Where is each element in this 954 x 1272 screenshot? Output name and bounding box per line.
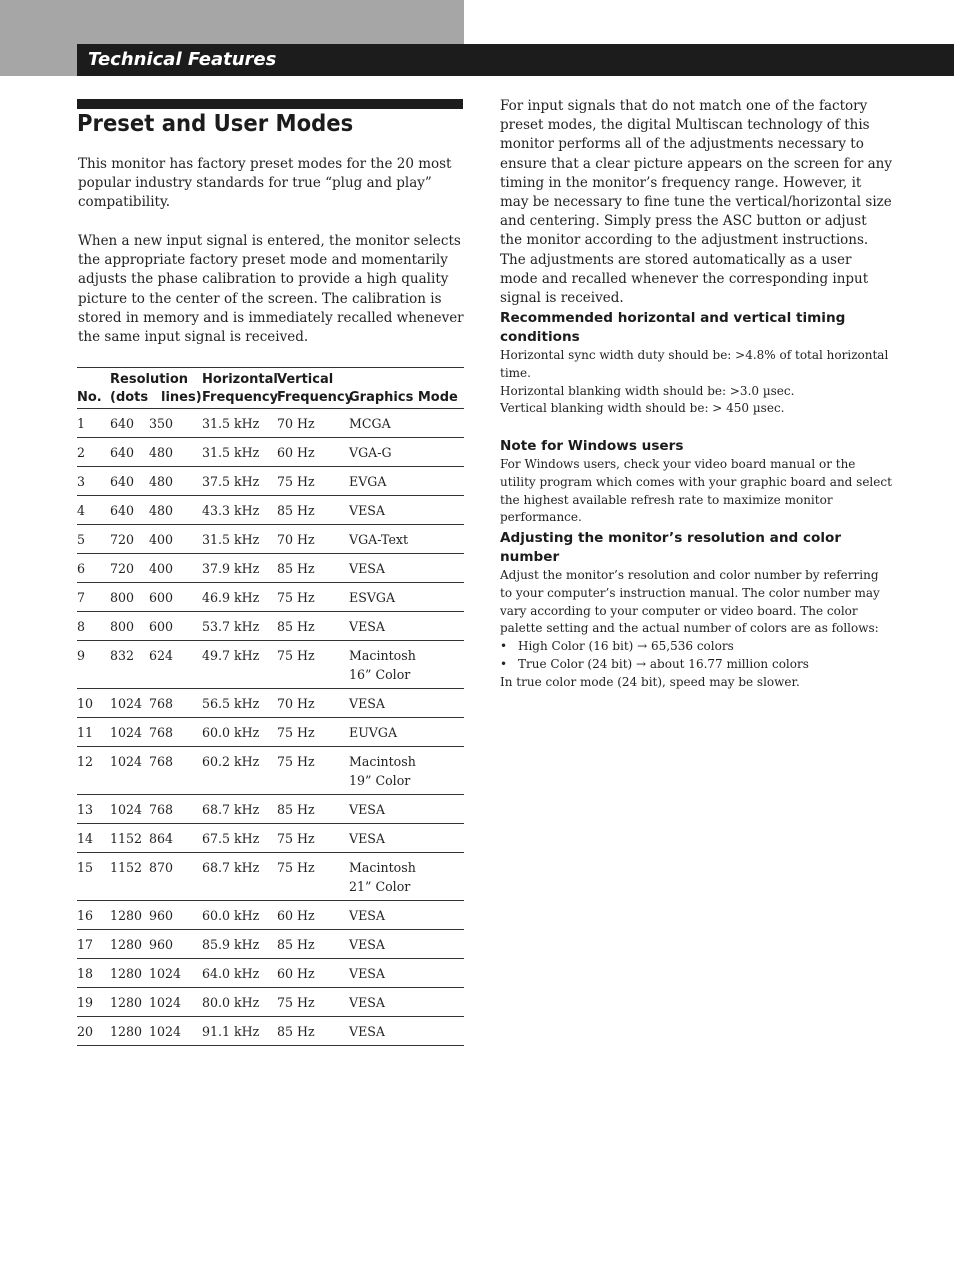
cell-lines: 1024 (149, 1024, 182, 1039)
color-section (500, 567, 892, 692)
cell-hfreq: 46.9 kHz (202, 590, 260, 605)
cell-no: 1 (77, 416, 86, 431)
cell-vfreq: 60 Hz (277, 445, 315, 460)
windows-note (500, 456, 892, 527)
cell-hfreq: 31.5 kHz (202, 416, 260, 431)
cell-vfreq: 75 Hz (277, 754, 315, 769)
cell-dots: 832 (110, 648, 135, 663)
cell-mode: ESVGA (349, 590, 396, 605)
cell-hfreq: 64.0 kHz (202, 966, 260, 981)
timing-line-3: Vertical blanking width should be: > 450 µsec. (500, 401, 785, 416)
cell-no: 18 (77, 966, 94, 981)
cell-lines: 768 (149, 754, 174, 769)
cell-no: 5 (77, 532, 86, 547)
table-row (77, 438, 464, 467)
table-row (77, 795, 464, 824)
cell-hfreq: 53.7 kHz (202, 619, 260, 634)
cell-hfreq: 68.7 kHz (202, 802, 260, 817)
cell-no: 13 (77, 802, 94, 817)
cell-no: 6 (77, 561, 86, 576)
table-row (77, 467, 464, 496)
header-resolution-lines: lines) (161, 390, 202, 405)
cell-vfreq: 75 Hz (277, 860, 315, 875)
cell-hfreq: 31.5 kHz (202, 445, 260, 460)
cell-mode: VGA-Text (349, 532, 409, 547)
cell-vfreq: 75 Hz (277, 474, 315, 489)
cell-vfreq: 75 Hz (277, 831, 315, 846)
header-no: No. (77, 390, 102, 405)
cell-dots: 1280 (110, 908, 143, 923)
bullet-true-color: • True Color (24 bit) → about 16.77 million colors (500, 656, 892, 674)
cell-no: 19 (77, 995, 94, 1010)
cell-mode: Macintosh 16” Color (349, 648, 416, 682)
cell-mode: VGA-G (349, 445, 392, 460)
cell-lines: 870 (149, 860, 174, 875)
color-heading: Adjusting the monitor’s resolution and color number (500, 530, 842, 565)
cell-lines: 960 (149, 937, 174, 952)
cell-lines: 1024 (149, 995, 182, 1010)
table-row (77, 525, 464, 554)
cell-mode: VESA (349, 937, 386, 952)
header-vertical: Vertical (277, 372, 334, 387)
cell-mode: VESA (349, 561, 386, 576)
cell-hfreq: 68.7 kHz (202, 860, 260, 875)
user-mode-paragraph: For input signals that do not match one of the factory preset modes, the digital Multiscan technology of this monitor performs all of the adjustments necessary to ensure that a clear picture appears on the screen for any timing in the monitor’s frequency range. However, it may be necessary to fine tune the vertical/horizontal size and centering. Simply press the ASC button or adjust the monitor according to the adjustment instructions. The adjustments are stored automatically as a user mode and recalled whenever the corresponding input signal is received. (500, 98, 893, 307)
cell-mode: Macintosh 21” Color (349, 860, 416, 894)
cell-vfreq: 85 Hz (277, 802, 315, 817)
cell-mode: VESA (349, 966, 386, 981)
cell-mode: VESA (349, 802, 386, 817)
cell-hfreq: 80.0 kHz (202, 995, 260, 1010)
cell-mode: EUVGA (349, 725, 398, 740)
cell-no: 2 (77, 445, 86, 460)
cell-dots: 1024 (110, 725, 143, 740)
table-row (77, 959, 464, 988)
input-signal-paragraph: When a new input signal is entered, the monitor selects the appropriate factory preset mode and momentarily adjusts the phase calibration to provide a high quality picture to the center of the screen. The calibration is stored in memory and is immediately recalled whenever the same input signal is received. (78, 233, 464, 346)
cell-vfreq: 75 Hz (277, 648, 315, 663)
cell-hfreq: 60.2 kHz (202, 754, 260, 769)
bullet-high-color: • High Color (16 bit) → 65,536 colors (500, 638, 892, 656)
cell-vfreq: 75 Hz (277, 725, 315, 740)
cell-vfreq: 85 Hz (277, 561, 315, 576)
cell-dots: 1280 (110, 937, 143, 952)
cell-dots: 800 (110, 619, 135, 634)
cell-dots: 720 (110, 532, 135, 547)
cell-vfreq: 85 Hz (277, 619, 315, 634)
cell-vfreq: 60 Hz (277, 908, 315, 923)
cell-mode: VESA (349, 619, 386, 634)
cell-lines: 480 (149, 503, 174, 518)
cell-vfreq: 85 Hz (277, 1024, 315, 1039)
cell-no: 8 (77, 619, 86, 634)
table-header (77, 367, 464, 409)
page-title: Preset and User Modes (77, 111, 354, 137)
cell-mode: VESA (349, 908, 386, 923)
table-row (77, 988, 464, 1017)
cell-lines: 600 (149, 590, 174, 605)
cell-mode: VESA (349, 831, 386, 846)
cell-mode: VESA (349, 503, 386, 518)
table-row (77, 689, 464, 718)
cell-lines: 768 (149, 725, 174, 740)
cell-lines: 480 (149, 445, 174, 460)
cell-dots: 1280 (110, 966, 143, 981)
cell-hfreq: 91.1 kHz (202, 1024, 260, 1039)
timing-line-2: Horizontal blanking width should be: >3.0 µsec. (500, 383, 795, 398)
cell-dots: 1024 (110, 754, 143, 769)
cell-lines: 624 (149, 648, 174, 663)
cell-lines: 960 (149, 908, 174, 923)
header-graphics-mode: Graphics Mode (349, 390, 458, 405)
cell-dots: 640 (110, 445, 135, 460)
cell-lines: 400 (149, 532, 174, 547)
cell-vfreq: 70 Hz (277, 416, 315, 431)
cell-hfreq: 85.9 kHz (202, 937, 260, 952)
cell-lines: 600 (149, 619, 174, 634)
cell-no: 20 (77, 1024, 94, 1039)
table-row (77, 612, 464, 641)
cell-vfreq: 70 Hz (277, 532, 315, 547)
table-row (77, 853, 464, 901)
intro-paragraph: This monitor has factory preset modes for the 20 most popular industry standards for true “plug and play” compatibility. (78, 156, 452, 211)
header-horizontal-frequency: Frequency (202, 390, 279, 405)
table-row (77, 718, 464, 747)
cell-mode: Macintosh 19” Color (349, 754, 416, 788)
cell-lines: 400 (149, 561, 174, 576)
windows-heading: Note for Windows users (500, 438, 684, 454)
table-row (77, 554, 464, 583)
cell-lines: 350 (149, 416, 174, 431)
cell-no: 3 (77, 474, 86, 489)
cell-no: 15 (77, 860, 94, 875)
header-resolution: Resolution (110, 372, 189, 387)
cell-dots: 1152 (110, 860, 143, 875)
cell-no: 10 (77, 696, 94, 711)
cell-no: 9 (77, 648, 86, 663)
header-resolution-dots: (dots (110, 390, 149, 405)
cell-hfreq: 43.3 kHz (202, 503, 260, 518)
cell-hfreq: 37.5 kHz (202, 474, 260, 489)
table-row (77, 747, 464, 795)
cell-mode: MCGA (349, 416, 391, 431)
cell-no: 12 (77, 754, 94, 769)
cell-hfreq: 60.0 kHz (202, 908, 260, 923)
cell-mode: VESA (349, 696, 386, 711)
cell-hfreq: 49.7 kHz (202, 648, 260, 663)
cell-dots: 800 (110, 590, 135, 605)
cell-lines: 1024 (149, 966, 182, 981)
table-row (77, 641, 464, 689)
table-row (77, 583, 464, 612)
cell-hfreq: 67.5 kHz (202, 831, 260, 846)
cell-hfreq: 37.9 kHz (202, 561, 260, 576)
cell-vfreq: 85 Hz (277, 937, 315, 952)
cell-lines: 480 (149, 474, 174, 489)
cell-mode: VESA (349, 995, 386, 1010)
table-row (77, 1017, 464, 1046)
cell-dots: 1024 (110, 802, 143, 817)
cell-dots: 720 (110, 561, 135, 576)
color-note: In true color mode (24 bit), speed may be slower. (500, 674, 800, 689)
table-row (77, 901, 464, 930)
cell-mode: VESA (349, 1024, 386, 1039)
cell-dots: 640 (110, 474, 135, 489)
cell-mode: EVGA (349, 474, 387, 489)
cell-lines: 768 (149, 802, 174, 817)
header-vertical-frequency: Frequency (277, 390, 354, 405)
cell-lines: 768 (149, 696, 174, 711)
cell-dots: 640 (110, 503, 135, 518)
section-title: Technical Features (88, 49, 277, 70)
cell-lines: 864 (149, 831, 174, 846)
color-text: Adjust the monitor’s resolution and color number by referring to your computer’s instruction manual. The color number may vary according to your computer or video board. The color palette setting and the actual number of colors are as follows: (500, 568, 880, 636)
cell-dots: 1280 (110, 995, 143, 1010)
cell-vfreq: 70 Hz (277, 696, 315, 711)
cell-vfreq: 75 Hz (277, 995, 315, 1010)
cell-no: 16 (77, 908, 94, 923)
preset-modes-table (77, 367, 464, 1046)
cell-dots: 1152 (110, 831, 143, 846)
cell-no: 4 (77, 503, 86, 518)
cell-no: 11 (77, 725, 94, 740)
cell-hfreq: 60.0 kHz (202, 725, 260, 740)
cell-no: 14 (77, 831, 94, 846)
cell-no: 7 (77, 590, 86, 605)
table-row (77, 409, 464, 438)
cell-dots: 640 (110, 416, 135, 431)
cell-vfreq: 60 Hz (277, 966, 315, 981)
cell-no: 17 (77, 937, 94, 952)
timing-heading: Recommended horizontal and vertical timing conditions (500, 310, 846, 345)
table-row (77, 824, 464, 853)
table-row (77, 496, 464, 525)
cell-dots: 1024 (110, 696, 143, 711)
cell-hfreq: 56.5 kHz (202, 696, 260, 711)
table-row (77, 930, 464, 959)
windows-text: For Windows users, check your video board manual or the utility program which comes with your graphic board and select the highest available refresh rate to maximize monitor performance. (500, 457, 892, 525)
cell-vfreq: 75 Hz (277, 590, 315, 605)
cell-vfreq: 85 Hz (277, 503, 315, 518)
header-horizontal: Horizontal (202, 372, 278, 387)
cell-hfreq: 31.5 kHz (202, 532, 260, 547)
timing-conditions (500, 347, 892, 418)
cell-dots: 1280 (110, 1024, 143, 1039)
timing-line-1: Horizontal sync width duty should be: >4.8% of total horizontal time. (500, 348, 889, 380)
